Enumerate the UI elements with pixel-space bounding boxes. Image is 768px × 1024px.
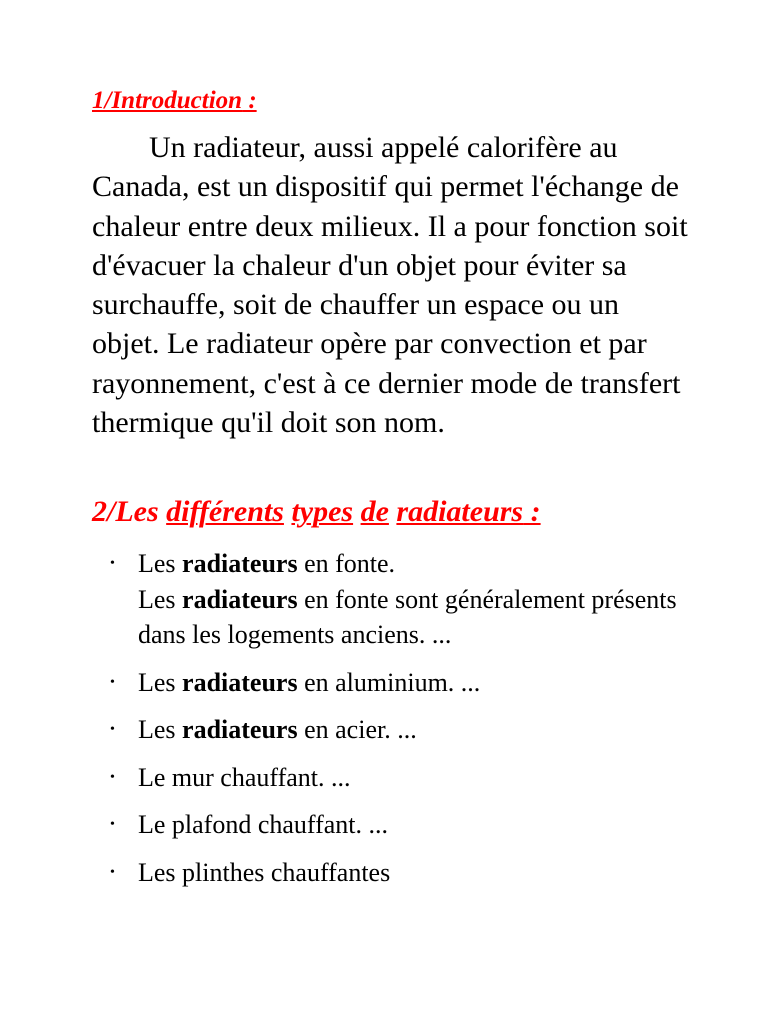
- heading-colon: :: [242, 87, 257, 114]
- heading-colon: :: [523, 495, 541, 529]
- list-item: [92, 855, 692, 891]
- item-bold: radiateurs: [182, 715, 298, 745]
- list-item: [92, 546, 692, 653]
- radiator-types-list: [92, 546, 692, 890]
- list-item: [92, 760, 692, 796]
- item-suffix: en acier. ...: [297, 715, 417, 745]
- section-heading-types: [92, 494, 692, 530]
- item-bold: radiateurs: [182, 667, 298, 697]
- heading-word: types: [291, 495, 354, 529]
- heading-text: 1/Introduction: [92, 87, 243, 114]
- item-text: Le plafond chauffant. ...: [138, 810, 389, 840]
- item-text: Les plinthes chauffantes: [138, 857, 391, 887]
- introduction-paragraph: Un radiateur, aussi appelé calorifère au Canada, est un dispositif qui permet l'échange de chaleur entre deux milieux. Il a pour fonction soit d'évacuer la chaleur d'un objet pour éviter sa surchauffe, soit de chauffer un espace ou un objet. Le radiateur opère par convection et par rayonnement, c'est à ce dernier mode de transfert thermique qu'il doit son nom.: [92, 131, 688, 440]
- item-suffix: en fonte.: [297, 549, 396, 579]
- bullet-icon: •: [110, 556, 115, 572]
- item-bold: radiateurs: [182, 549, 298, 579]
- bullet-icon: •: [110, 817, 115, 833]
- list-item: [92, 807, 692, 843]
- heading-word: radiateurs: [396, 495, 524, 529]
- heading-word: différents: [166, 495, 284, 529]
- item-prefix: Les: [138, 667, 183, 697]
- heading-word: de: [360, 495, 389, 529]
- list-item: [92, 665, 692, 701]
- item-text: Le mur chauffant. ...: [138, 762, 351, 792]
- item-prefix: Les: [138, 549, 183, 579]
- sub-bold: radiateurs: [182, 584, 298, 614]
- item-suffix: en aluminium. ...: [297, 667, 481, 697]
- sub-suffix: en fonte sont généralement présents dans les logements anciens. ...: [138, 584, 677, 650]
- document-page: [92, 86, 692, 902]
- item-description: [138, 582, 692, 653]
- list-item: [92, 712, 692, 748]
- section-heading-introduction: [92, 86, 692, 116]
- bullet-icon: •: [110, 769, 115, 785]
- sub-prefix: Les: [138, 584, 183, 614]
- bullet-icon: •: [110, 674, 115, 690]
- item-prefix: Les: [138, 715, 183, 745]
- bullet-icon: •: [110, 864, 115, 880]
- heading-word: 2/Les: [92, 495, 159, 529]
- bullet-icon: •: [110, 722, 115, 738]
